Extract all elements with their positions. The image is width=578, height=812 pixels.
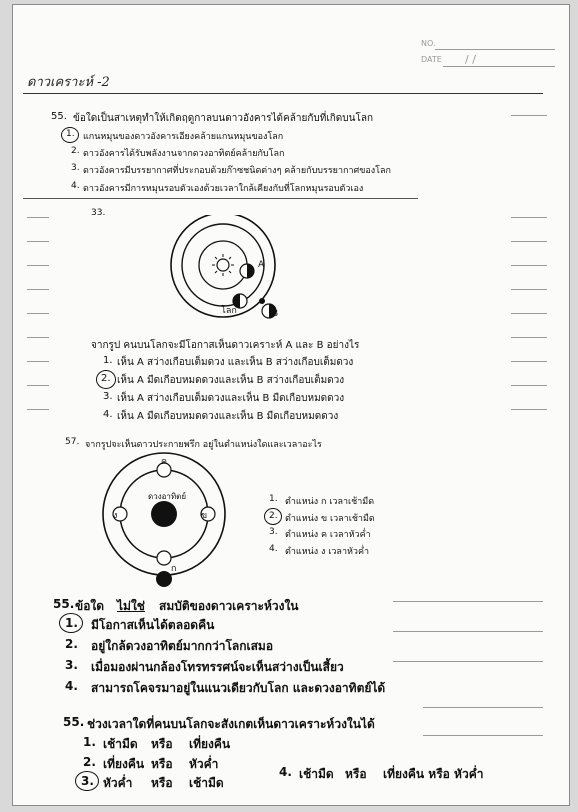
q55c-text: ช่วงเวลาใดที่คนบนโลกจะสังเกตเห็นดาวเคราะห์วงในได้ xyxy=(87,717,375,731)
q55c-opt2-b: หัวค่ำ xyxy=(189,757,219,771)
q57-pos-k: ค xyxy=(161,457,168,467)
q55c-opt3-num: 3. xyxy=(81,774,94,788)
q33-opt2-text: เห็น A มืดเกือบหมดดวงและเห็น B สว่างเกือบเต็มดวง xyxy=(117,375,345,386)
q55a-opt4-num: 4. xyxy=(71,181,80,191)
q55c-opt2-or: หรือ xyxy=(151,757,173,771)
q55a-text: ข้อใดเป็นสาเหตุทำให้เกิดฤดูกาลบนดาวอังคารได้คล้ายกับที่เกิดบนโลก xyxy=(73,113,374,124)
q33-opt1-num: 1. xyxy=(103,355,113,366)
q55c-opt3-a: หัวค่ำ xyxy=(103,776,133,790)
q55a-opt1-num: 1. xyxy=(66,129,75,139)
q55a-rule xyxy=(23,198,418,199)
q55c-opt1-a: เช้ามืด xyxy=(103,737,138,751)
q55a-number: 55. xyxy=(51,111,67,122)
q33-number: 33. xyxy=(91,208,106,218)
no-label: NO. xyxy=(421,39,436,48)
q55c-opt1-b: เที่ยงคืน xyxy=(189,737,231,751)
q57-opt1-text: ตำแหน่ง ก เวลาเช้ามืด xyxy=(285,497,375,507)
q55c-opt4-or: หรือ xyxy=(345,767,367,781)
q55c-opt1-num: 1. xyxy=(83,735,96,749)
q55c-opt2-a: เที่ยงคืน xyxy=(103,757,145,771)
q55c-opt2-num: 2. xyxy=(83,755,96,769)
no-line xyxy=(435,49,555,50)
date-value: / / xyxy=(465,53,476,66)
q55b-number: 55. xyxy=(53,597,75,611)
q55a-opt3-text: ดาวอังคารมีบรรยากาศที่ประกอบด้วยก๊าซชนิดต่างๆ คล้ายกับบรรยากาศของโลก xyxy=(83,166,391,176)
q55b-opt4-num: 4. xyxy=(65,679,78,693)
q55b-opt2-num: 2. xyxy=(65,637,78,651)
q55a-opt1-text: แกนหมุนของดาวอังคารเอียงคล้ายแกนหมุนของโลก xyxy=(83,132,284,142)
q55c-opt3-or: หรือ xyxy=(151,776,173,790)
q33-label-b: B xyxy=(272,309,279,319)
q57-opt2-text: ตำแหน่ง ข เวลาเช้ามืด xyxy=(285,514,375,524)
q57-sun-label: ดวงอาทิตย์ xyxy=(148,492,187,501)
q55a-opt2-num: 2. xyxy=(71,146,80,156)
q33-opt1-text: เห็น A สว่างเกือบเต็มดวง และเห็น B สว่างเกือบเต็มดวง xyxy=(117,357,354,368)
q57-opt1-num: 1. xyxy=(269,494,278,504)
q55a-opt3-num: 3. xyxy=(71,163,80,173)
q33-opt3-text: เห็น A สว่างเกือบเต็มดวงและเห็น B มืดเกือบหมดดวง xyxy=(117,393,345,404)
q57-pos-ng: ง xyxy=(113,511,118,521)
q57-pos-k2: ก xyxy=(171,564,177,574)
q55b-opt3-num: 3. xyxy=(65,658,78,672)
q55b-opt1-num: 1. xyxy=(65,616,78,630)
q33-opt2-num: 2. xyxy=(101,373,111,384)
q55b-opt3-text: เมื่อมองผ่านกล้องโทรทรรศน์จะเห็นสว่างเป็นเสี้ยว xyxy=(91,660,344,674)
q55c-opt3-b: เช้ามืด xyxy=(189,776,224,790)
header-rule xyxy=(23,93,543,94)
q33-sun-icon xyxy=(212,254,234,276)
worksheet-paper xyxy=(12,4,570,806)
q57-opt4-text: ตำแหน่ง ง เวลาหัวค่ำ xyxy=(285,547,370,557)
date-line xyxy=(443,66,555,67)
date-label: DATE xyxy=(421,55,442,64)
q33-text: จากรูป คนบนโลกจะมีโอกาสเห็นดาวเคราะห์ A และ B อย่างไร xyxy=(91,340,360,351)
q57-opt2-num: 2. xyxy=(269,511,278,521)
q55b-opt2-text: อยู่ใกล้ดวงอาทิตย์มากกว่าโลกเสมอ xyxy=(91,639,274,653)
q55b-opt4-text: สามารถโคจรมาอยู่ในแนวเดียวกับโลก และดวงอาทิตย์ได้ xyxy=(91,681,386,695)
q57-pos-kh: ข xyxy=(201,511,208,521)
q55c-opt4-b: เที่ยงคืน หรือ หัวค่ำ xyxy=(383,767,484,781)
q55b-text-not: ไม่ใช่ xyxy=(117,599,145,613)
q55c-opt1-or: หรือ xyxy=(151,737,173,751)
q57-opt3-text: ตำแหน่ง ค เวลาหัวค่ำ xyxy=(285,530,371,540)
q55b-text-pre: ข้อใด xyxy=(75,599,105,613)
q57-text: จากรูปจะเห็นดาวประกายพรึก อยู่ในตำแหน่งใดและเวลาอะไร xyxy=(85,440,322,450)
q55a-opt2-text: ดาวอังคารได้รับพลังงานจากดวงอาทิตย์คล้ายกับโลก xyxy=(83,149,285,159)
q33-opt3-num: 3. xyxy=(103,391,113,402)
q33-label-earth: โลก xyxy=(221,306,237,316)
handwritten-title: ดาวเคราะห์ -2 xyxy=(27,75,110,90)
q55c-opt4-num: 4. xyxy=(279,765,292,779)
q55a-opt4-text: ดาวอังคารมีการหมุนรอบตัวเองด้วยเวลาใกล้เคียงกับที่โลกหมุนรอบตัวเอง xyxy=(83,184,364,194)
q57-opt4-num: 4. xyxy=(269,544,278,554)
q55c-number: 55. xyxy=(63,715,85,729)
q33-opt4-text: เห็น A มืดเกือบหมดดวงและเห็น B มืดเกือบหมดดวง xyxy=(117,411,339,422)
q33-opt4-num: 4. xyxy=(103,409,113,420)
q33-label-a: A xyxy=(258,260,265,270)
q57-number: 57. xyxy=(65,437,80,447)
q33-planet-a-icon xyxy=(240,264,254,278)
q55b-text-post: สมบัติของดาวเคราะห์วงใน xyxy=(159,599,299,613)
q57-opt3-num: 3. xyxy=(269,527,278,537)
q55b-opt1-text: มีโอกาสเห็นได้ตลอดคืน xyxy=(91,618,215,632)
q55c-opt4-a: เช้ามืด xyxy=(299,767,334,781)
